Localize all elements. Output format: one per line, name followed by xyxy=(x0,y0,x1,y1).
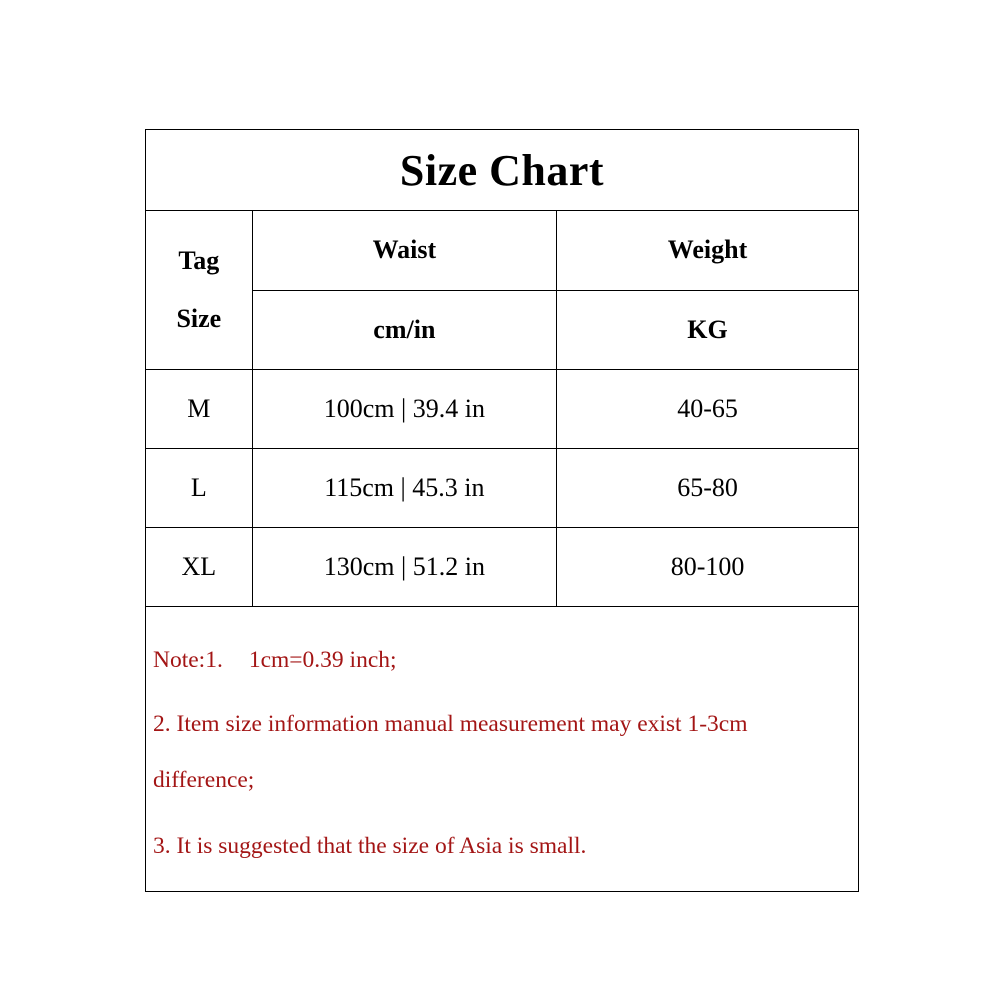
size-chart xyxy=(145,129,859,892)
note-line-1 xyxy=(153,647,397,674)
waist-cell: 115cm | 45.3 in xyxy=(252,448,556,527)
weight-cell: 80-100 xyxy=(557,527,858,606)
note-conversion: 1cm=0.39 inch; xyxy=(248,647,397,673)
waist-unit-header: cm/in xyxy=(252,290,556,369)
tag-size-cell: M xyxy=(146,369,252,448)
table-row xyxy=(146,369,858,448)
weight-cell: 65-80 xyxy=(557,448,858,527)
chart-title: Size Chart xyxy=(146,130,858,211)
tag-size-cell: L xyxy=(146,448,252,527)
note-line-4: 3. It is suggested that the size of Asia is small. xyxy=(153,833,587,859)
table-row xyxy=(146,448,858,527)
weight-header: Weight xyxy=(557,211,858,290)
tag-header-label: Tag xyxy=(178,245,220,275)
table-row xyxy=(146,527,858,606)
header-row-2 xyxy=(146,290,858,369)
size-header-label: Size xyxy=(176,303,222,333)
weight-cell: 40-65 xyxy=(557,369,858,448)
waist-cell: 130cm | 51.2 in xyxy=(252,527,556,606)
waist-cell: 100cm | 39.4 in xyxy=(252,369,556,448)
waist-header: Waist xyxy=(252,211,556,290)
header-row-1 xyxy=(146,211,858,290)
note-prefix: Note:1. xyxy=(153,647,223,673)
tag-size-header xyxy=(146,211,252,369)
weight-unit-header: KG xyxy=(557,290,858,369)
note-line-3: difference; xyxy=(153,767,255,793)
size-table xyxy=(146,211,858,607)
tag-size-cell: XL xyxy=(146,527,252,606)
note-line-2: 2. Item size information manual measurement may exist 1-3cm xyxy=(153,711,748,737)
